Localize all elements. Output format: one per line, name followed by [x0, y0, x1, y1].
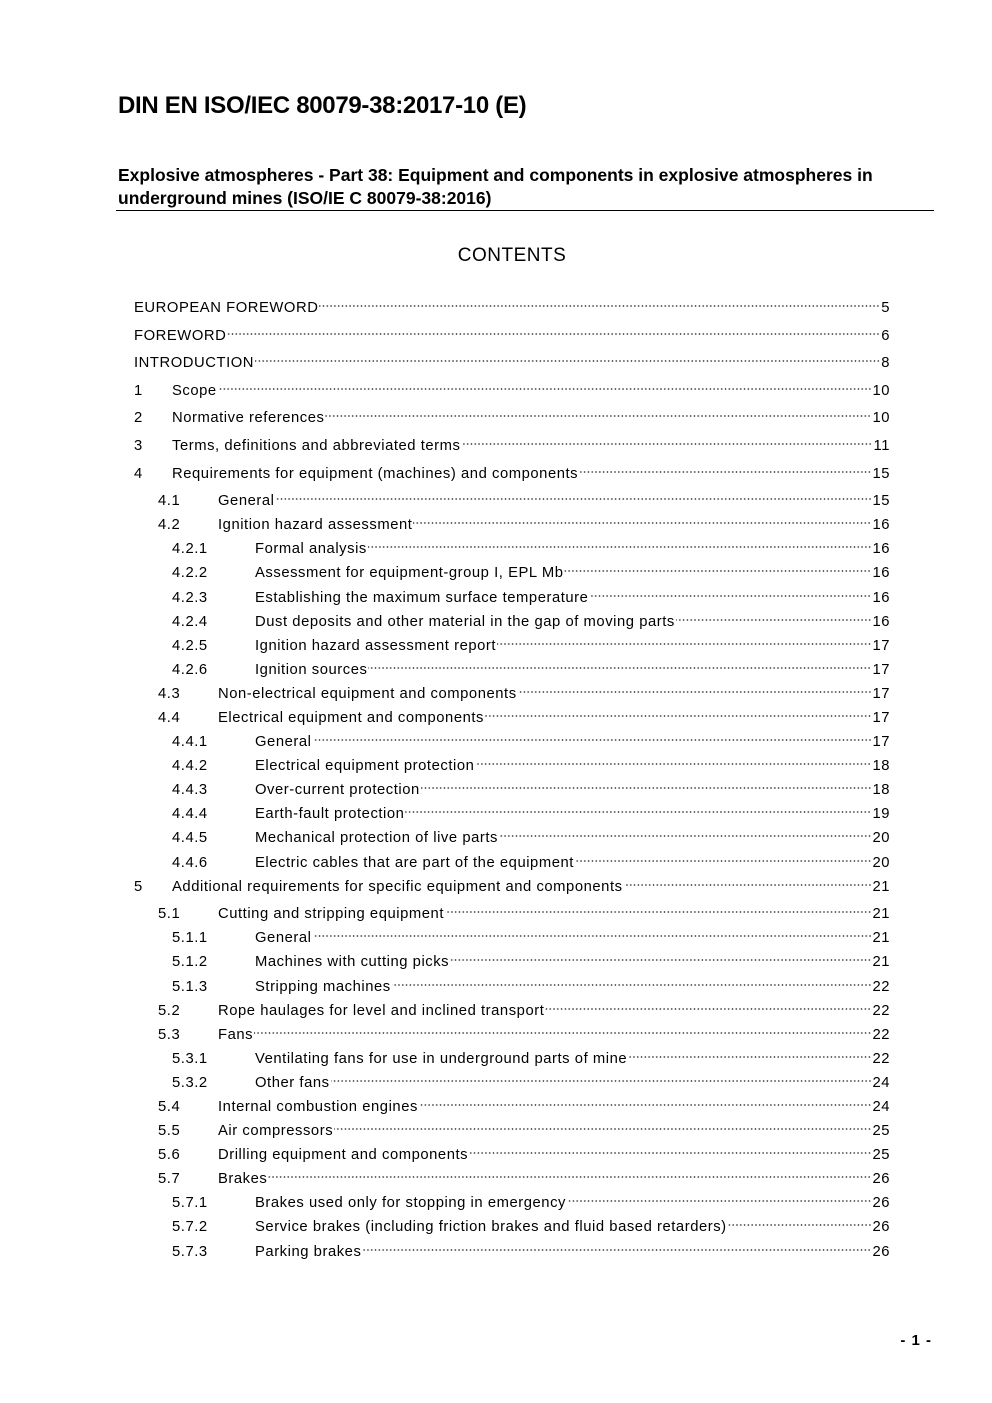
toc-entry-number: 1 [134, 382, 143, 399]
toc-dot-leader [575, 859, 872, 863]
toc-entry[interactable] [134, 466, 890, 494]
toc-entry[interactable] [134, 662, 890, 686]
toc-entry-label: Ventilating fans for use in underground parts of mine [255, 1050, 628, 1067]
toc-dot-leader [362, 1248, 871, 1252]
toc-entry-page: 17 [872, 637, 890, 654]
toc-entry-page: 26 [872, 1195, 890, 1212]
toc-dot-leader [499, 834, 871, 838]
toc-entry-page: 25 [872, 1147, 890, 1164]
toc-entry-page: 21 [872, 930, 890, 947]
toc-entry-page: 24 [872, 1074, 890, 1091]
toc-entry[interactable] [134, 954, 890, 978]
toc-dot-leader [728, 1223, 872, 1227]
toc-entry[interactable] [134, 1051, 890, 1075]
toc-entry[interactable] [134, 517, 890, 541]
toc-dot-leader [313, 738, 872, 742]
toc-dot-leader [624, 883, 872, 887]
toc-entry-page: 21 [872, 954, 890, 971]
toc-entry-number: 4.4 [158, 710, 181, 726]
toc-entry-page: 16 [872, 541, 890, 558]
toc-entry[interactable] [134, 1123, 890, 1147]
toc-entry-number: 4.2.1 [172, 541, 208, 558]
toc-entry-page: 16 [872, 613, 890, 630]
toc-entry-label: Brakes [218, 1171, 268, 1188]
toc-entry-number: 5.3 [158, 1026, 181, 1043]
toc-dot-leader [268, 1175, 871, 1179]
title-divider [116, 210, 934, 211]
toc-entry-page: 21 [872, 906, 890, 923]
toc-dot-leader [325, 414, 871, 418]
toc-entry-page: 17 [872, 685, 890, 702]
toc-dot-leader [405, 810, 871, 814]
toc-entry[interactable] [134, 686, 890, 710]
toc-entry-number: 5.7.2 [172, 1219, 208, 1236]
toc-entry-number: 5.4 [158, 1099, 181, 1115]
toc-entry[interactable] [134, 328, 890, 356]
toc-dot-leader [218, 387, 872, 391]
toc-entry-page: 8 [881, 355, 890, 372]
toc-entry-label: Fans [218, 1026, 254, 1043]
toc-entry-number: 5.1.1 [172, 930, 208, 947]
toc-entry-number: 4.2.3 [172, 589, 208, 606]
toc-entry-page: 16 [872, 517, 890, 534]
toc-entry-page: 15 [872, 465, 890, 482]
toc-dot-leader [331, 1079, 872, 1083]
toc-entry[interactable] [134, 638, 890, 662]
toc-entry-page: 22 [872, 1002, 890, 1019]
toc-entry-label: Electrical equipment and components [218, 710, 485, 726]
toc-entry-number: 5.7 [158, 1171, 181, 1188]
toc-entry-label: Formal analysis [255, 541, 367, 558]
toc-dot-leader [518, 690, 872, 694]
toc-entry[interactable] [134, 930, 890, 954]
toc-entry[interactable] [134, 541, 890, 565]
toc-entry-number: 4.3 [158, 685, 181, 702]
toc-dot-leader [419, 1103, 872, 1107]
toc-entry-label: Non-electrical equipment and components [218, 685, 517, 702]
toc-entry-label: Over-current protection [255, 782, 420, 799]
toc-entry-number: 5.3.1 [172, 1050, 208, 1067]
toc-entry-page: 20 [872, 830, 890, 847]
table-of-contents [134, 300, 890, 1268]
toc-entry[interactable] [134, 879, 890, 907]
toc-dot-leader [319, 304, 880, 308]
toc-entry-number: 4.4.5 [172, 830, 208, 847]
toc-entry-label: Electrical equipment protection [255, 758, 475, 775]
toc-entry-page: 25 [872, 1123, 890, 1140]
toc-entry-label: Ignition sources [255, 661, 368, 678]
toc-dot-leader [461, 442, 872, 446]
toc-entry-label: Cutting and stripping equipment [218, 906, 444, 923]
contents-heading: CONTENTS [457, 245, 567, 266]
toc-dot-leader [255, 359, 880, 363]
toc-entry-number: 5.2 [158, 1002, 181, 1019]
toc-dot-leader [421, 786, 872, 790]
toc-entry[interactable] [134, 734, 890, 758]
toc-entry-number: 2 [134, 410, 143, 427]
toc-entry-page: 17 [872, 734, 890, 751]
toc-entry[interactable] [134, 906, 890, 930]
toc-entry-label: Scope [172, 382, 217, 399]
toc-entry[interactable] [134, 410, 890, 438]
toc-entry-label: FOREWORD [134, 327, 227, 344]
toc-entry-page: 6 [881, 327, 890, 344]
toc-entry[interactable] [134, 710, 890, 734]
toc-dot-leader [450, 958, 871, 962]
toc-entry-number: 5.5 [158, 1123, 181, 1140]
toc-entry-number: 4.4.1 [172, 734, 208, 751]
toc-entry-page: 17 [872, 710, 890, 726]
toc-entry-label: General [218, 493, 275, 510]
toc-entry-number: 4.1 [158, 493, 181, 510]
toc-entry-page: 16 [872, 565, 890, 582]
toc-entry-page: 10 [872, 382, 890, 399]
page-number: - 1 - [900, 1332, 932, 1349]
toc-entry-page: 18 [872, 782, 890, 799]
toc-entry-label: Earth-fault protection [255, 806, 405, 823]
toc-entry-label: Requirements for equipment (machines) and components [172, 465, 579, 482]
toc-entry-page: 22 [872, 978, 890, 995]
toc-entry-number: 3 [134, 437, 143, 454]
toc-entry-label: Dust deposits and other material in the gap of moving parts [255, 613, 675, 630]
toc-entry[interactable] [134, 830, 890, 854]
toc-entry-label: Electric cables that are part of the equipment [255, 854, 574, 871]
toc-entry-label: General [255, 930, 312, 947]
toc-entry-page: 22 [872, 1026, 890, 1043]
toc-entry-label: INTRODUCTION [134, 355, 255, 372]
toc-entry[interactable] [134, 1099, 890, 1123]
toc-entry[interactable] [134, 1219, 890, 1243]
toc-entry-number: 4.2 [158, 517, 181, 534]
document-subtitle: Explosive atmospheres - Part 38: Equipment and components in explosive atmospheres in underground mines (ISO/IE C 80079-38:2016) [118, 165, 873, 208]
toc-entry-label: Normative references [172, 410, 325, 427]
toc-entry-number: 5.1.2 [172, 954, 208, 971]
toc-entry-number: 4.2.2 [172, 565, 208, 582]
toc-entry[interactable] [134, 758, 890, 782]
toc-entry-label: Rope haulages for level and inclined transport [218, 1002, 545, 1019]
toc-entry-number: 5.6 [158, 1147, 181, 1164]
toc-entry-number: 4.2.5 [172, 637, 208, 654]
toc-entry-number: 5.7.3 [172, 1243, 208, 1260]
toc-entry-label: Ignition hazard assessment [218, 517, 413, 534]
toc-dot-leader [413, 521, 871, 525]
toc-entry-page: 11 [873, 437, 890, 454]
toc-entry-label: Drilling equipment and components [218, 1147, 469, 1164]
toc-entry-label: Mechanical protection of live parts [255, 830, 498, 847]
toc-entry-page: 16 [872, 589, 890, 606]
toc-entry-label: Machines with cutting picks [255, 954, 450, 971]
toc-dot-leader [564, 569, 871, 573]
toc-dot-leader [313, 934, 872, 938]
toc-dot-leader [445, 910, 871, 914]
toc-entry-page: 10 [872, 410, 890, 427]
toc-dot-leader [485, 714, 871, 718]
toc-entry-label: Assessment for equipment-group I, EPL Mb [255, 565, 564, 582]
toc-dot-leader [334, 1127, 871, 1131]
toc-entry[interactable] [134, 979, 890, 1003]
toc-entry-label: Additional requirements for specific equipment and components [172, 878, 623, 895]
toc-entry[interactable] [134, 782, 890, 806]
toc-entry[interactable] [134, 855, 890, 879]
toc-entry[interactable] [134, 614, 890, 638]
toc-dot-leader [276, 497, 872, 501]
toc-entry-label: Internal combustion engines [218, 1099, 418, 1115]
toc-entry-label: Ignition hazard assessment report [255, 637, 497, 654]
toc-dot-leader [469, 1151, 871, 1155]
toc-dot-leader [392, 983, 872, 987]
toc-entry[interactable] [134, 565, 890, 589]
toc-entry-label: Terms, definitions and abbreviated terms [172, 437, 461, 454]
toc-entry[interactable] [134, 383, 890, 411]
toc-dot-leader [497, 642, 871, 646]
toc-entry[interactable] [134, 1195, 890, 1219]
toc-dot-leader [676, 618, 872, 622]
toc-entry[interactable] [134, 1171, 890, 1195]
toc-entry-page: 26 [872, 1243, 890, 1260]
toc-entry-page: 18 [872, 758, 890, 775]
toc-entry-number: 4.4.2 [172, 758, 208, 775]
toc-entry-page: 24 [872, 1099, 890, 1115]
toc-entry[interactable] [134, 1147, 890, 1171]
toc-entry[interactable] [134, 1244, 890, 1268]
toc-entry[interactable] [134, 590, 890, 614]
toc-dot-leader [579, 470, 871, 474]
toc-entry[interactable] [134, 1027, 890, 1051]
toc-entry-page: 17 [872, 661, 890, 678]
toc-entry[interactable] [134, 438, 890, 466]
toc-entry-number: 5.7.1 [172, 1195, 208, 1212]
toc-entry-page: 5 [881, 300, 890, 316]
toc-entry-number: 5 [134, 878, 143, 895]
toc-entry-label: Establishing the maximum surface temperature [255, 589, 589, 606]
toc-dot-leader [254, 1031, 871, 1035]
toc-entry-label: General [255, 734, 312, 751]
toc-entry-number: 5.1 [158, 906, 181, 923]
toc-entry-label: EUROPEAN FOREWORD [134, 300, 319, 316]
toc-entry-label: Service brakes (including friction brakes and fluid based retarders) [255, 1219, 727, 1236]
toc-entry-page: 19 [872, 806, 890, 823]
toc-entry-label: Parking brakes [255, 1243, 362, 1260]
document-title: DIN EN ISO/IEC 80079-38:2017-10 (E) [118, 92, 527, 119]
toc-entry-number: 4.2.4 [172, 613, 208, 630]
toc-dot-leader [475, 762, 871, 766]
toc-entry-label: Stripping machines [255, 978, 391, 995]
toc-entry[interactable] [134, 493, 890, 517]
toc-entry-number: 4.4.6 [172, 854, 208, 871]
toc-entry-number: 5.3.2 [172, 1074, 208, 1091]
toc-entry-page: 20 [872, 854, 890, 871]
toc-entry[interactable] [134, 1075, 890, 1099]
toc-entry-number: 4.4.4 [172, 806, 208, 823]
toc-dot-leader [545, 1007, 871, 1011]
toc-dot-leader [628, 1055, 871, 1059]
toc-entry-label: Other fans [255, 1074, 330, 1091]
toc-dot-leader [589, 594, 871, 598]
toc-entry-label: Brakes used only for stopping in emergency [255, 1195, 566, 1212]
toc-entry[interactable] [134, 1003, 890, 1027]
toc-entry-number: 4.2.6 [172, 661, 208, 678]
toc-dot-leader [227, 332, 880, 336]
toc-entry[interactable] [134, 806, 890, 830]
toc-entry-page: 22 [872, 1050, 890, 1067]
toc-entry[interactable] [134, 300, 890, 328]
toc-entry-number: 5.1.3 [172, 978, 208, 995]
toc-entry[interactable] [134, 355, 890, 383]
toc-entry-page: 26 [872, 1219, 890, 1236]
toc-entry-page: 15 [872, 493, 890, 510]
toc-dot-leader [567, 1199, 871, 1203]
toc-dot-leader [368, 666, 871, 670]
toc-entry-page: 21 [872, 878, 890, 895]
toc-dot-leader [368, 545, 872, 549]
toc-entry-number: 4 [134, 465, 143, 482]
toc-entry-number: 4.4.3 [172, 782, 208, 799]
toc-entry-page: 26 [872, 1171, 890, 1188]
toc-entry-label: Air compressors [218, 1123, 334, 1140]
